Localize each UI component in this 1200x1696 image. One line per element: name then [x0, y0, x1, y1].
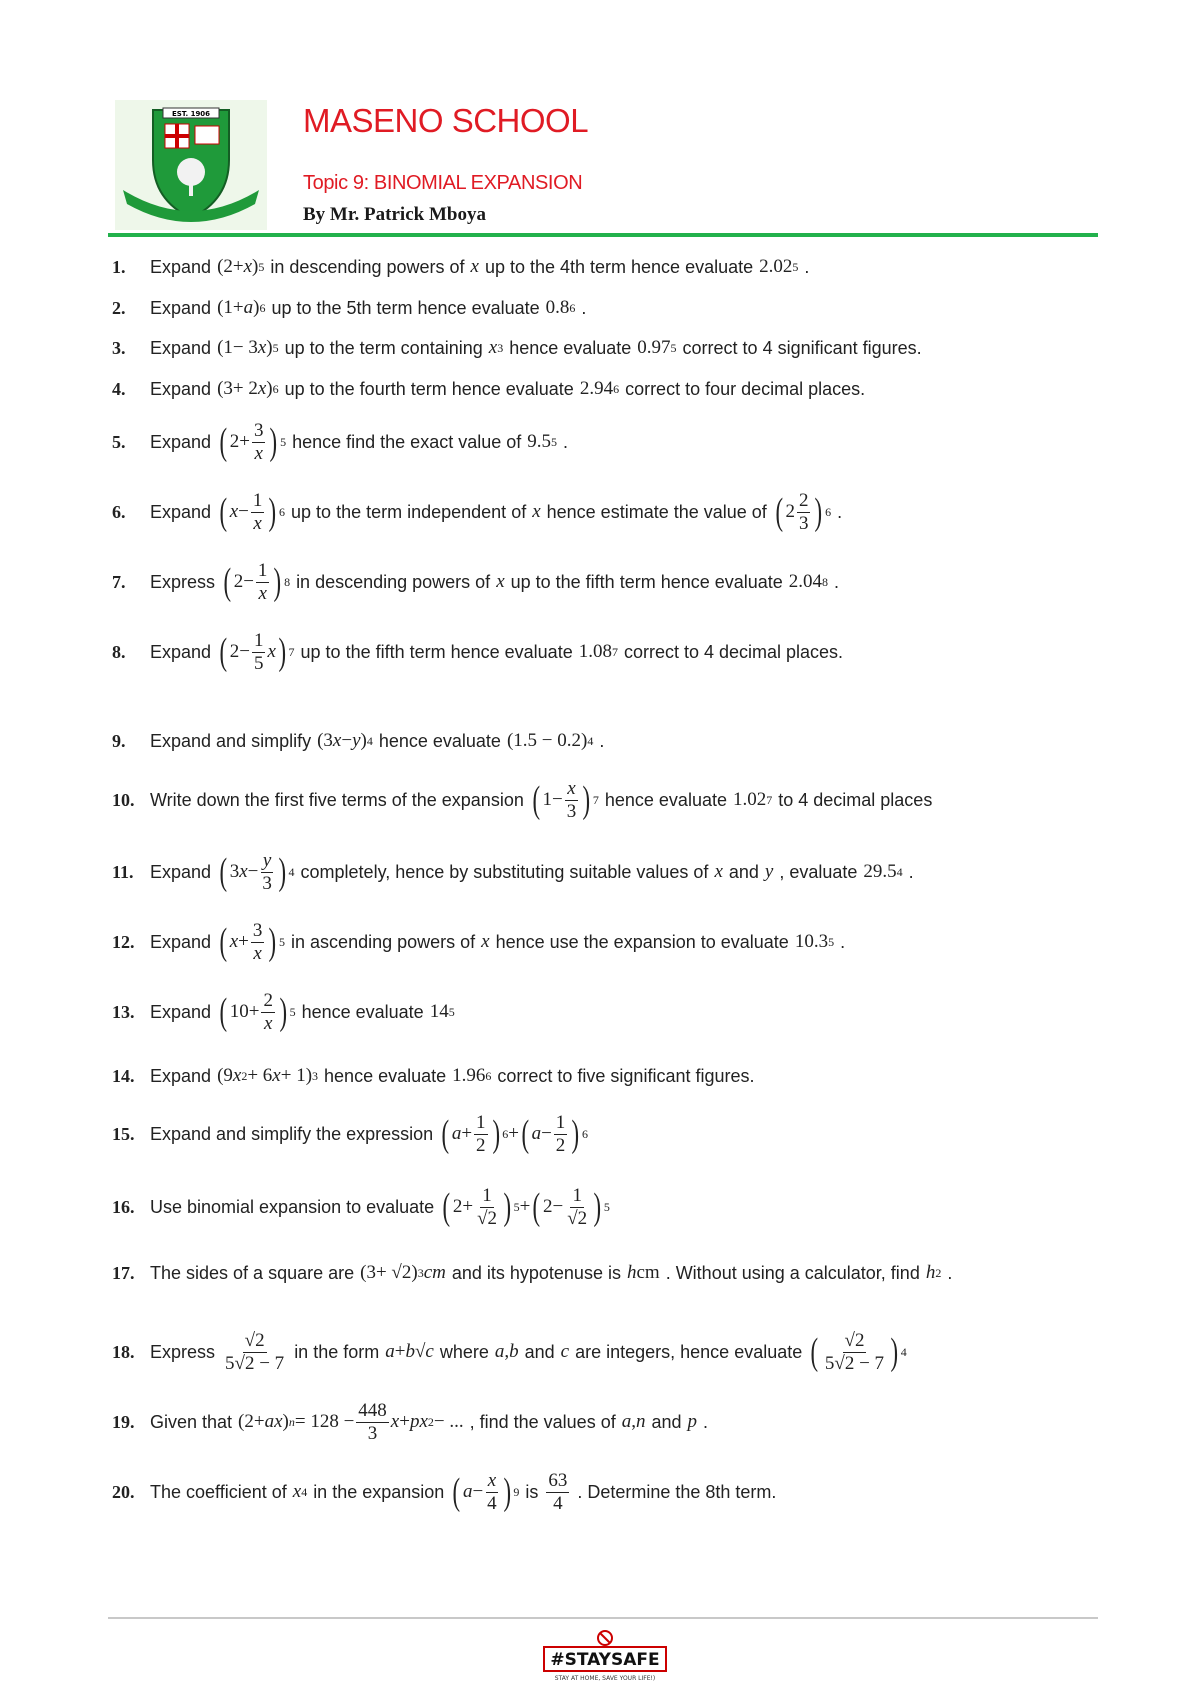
- topic-title: Topic 9: BINOMIAL EXPANSION: [303, 172, 583, 194]
- question-16: 16. Use binomial expansion to evaluate ( 2+ $\frac{1}{√2}$ ) 5 + ( 2− $\frac{1}{√2}$ ) 5: [112, 1185, 610, 1229]
- footer-divider: [108, 1617, 1098, 1619]
- school-crest-logo: [115, 100, 267, 230]
- header-divider: [108, 233, 1098, 237]
- question-19: 19. Given that (2+ ax ) n = 128 − $\frac{448}{3}$ x + px 2 − ... , find the values of a , n and p .: [112, 1400, 709, 1444]
- question-7: 7. Express ( 2− $\frac{1}{x}$ ) 8 in descending powers of x up to the fifth term hence evaluate 2.04 8 .: [112, 560, 840, 604]
- question-2: 2. Expand (1+ a ) 6 up to the 5th term hence evaluate 0.8 6 .: [112, 297, 587, 318]
- question-10: 10. Write down the first five terms of the expansion ( 1− $\frac{x}{3}$ ) 7 hence evaluate 1.02 7 to 4 decimal places: [112, 778, 933, 822]
- school-name: MASENO SCHOOL: [303, 102, 589, 139]
- question-9: 9. Expand and simplify (3 x − y ) 4 hence evaluate (1.5 − 0.2) 4 .: [112, 730, 605, 751]
- author-line: By Mr. Patrick Mboya: [303, 204, 486, 225]
- question-5: 5. Expand ( 2+ $\frac{3}{x}$ ) 5 hence find the exact value of 9.5 5 .: [112, 420, 569, 464]
- question-11: 11. Expand ( 3 x − $\frac{y}{3}$ ) 4 completely, hence by substituting suitable values of x and y , evaluate 29.5 4 .: [112, 850, 914, 894]
- question-1: 1. Expand (2+ x ) 5 in descending powers of x up to the 4th term hence evaluate 2.02 5 .: [112, 256, 810, 277]
- question-12: 12. Expand ( x + $\frac{3}{x}$ ) 5 in ascending powers of x hence use the expansion to evaluate 10.3 5 .: [112, 920, 846, 964]
- question-13: 13. Expand ( 10+ $\frac{2}{x}$ ) 5 hence evaluate 14 5: [112, 990, 455, 1034]
- badge-tagline: STAY AT HOME, SAVE YOUR LIFE!): [554, 1675, 656, 1682]
- question-18: 18. Express $\frac{√2}{5√2 - 7}$ in the form a + b √ c where a , b and c are integers, hence evaluate ( $\frac{√2}{5√2 - 7}$ ) 4: [112, 1330, 907, 1374]
- question-14: 14. Expand (9 x 2 + 6 x + 1) 3 hence evaluate 1.96 6 correct to five significant figures.: [112, 1065, 755, 1086]
- question-20: 20. The coefficient of x 4 in the expansion ( a − $\frac{x}{4}$ ) 9 is $\frac{63}{4}$ . Determine the 8th term.: [112, 1470, 777, 1514]
- crest-text: EST. 1906: [171, 110, 211, 118]
- question-15: 15. Expand and simplify the expression ( a + $\frac{1}{2}$ ) 6 + ( a − $\frac{1}{2}$ ) 6: [112, 1112, 588, 1156]
- staysafe-badge: [540, 1630, 670, 1684]
- question-6: 6. Expand ( x − $\frac{1}{x}$ ) 6 up to the term independent of x hence estimate the value of ( 2 $\frac{2}{3}$ ) 6 .: [112, 490, 843, 534]
- question-17: 17. The sides of a square are (3+ √2) 3 cm and its hypotenuse is h cm . Without using a calculator, find h 2 .: [112, 1262, 953, 1283]
- question-8: 8. Expand ( 2− $\frac{1}{5}$ x ) 7 up to the fifth term hence evaluate 1.08 7 correct to 4 decimal places.: [112, 630, 844, 674]
- question-3: 3. Expand (1− 3 x ) 5 up to the term containing x 3 hence evaluate 0.97 5 correct to 4 significant figures.: [112, 337, 922, 358]
- badge-text: #STAYSAFE: [550, 1650, 660, 1670]
- question-4: 4. Expand (3+ 2 x ) 6 up to the fourth term hence evaluate 2.94 6 correct to four decimal places.: [112, 378, 866, 399]
